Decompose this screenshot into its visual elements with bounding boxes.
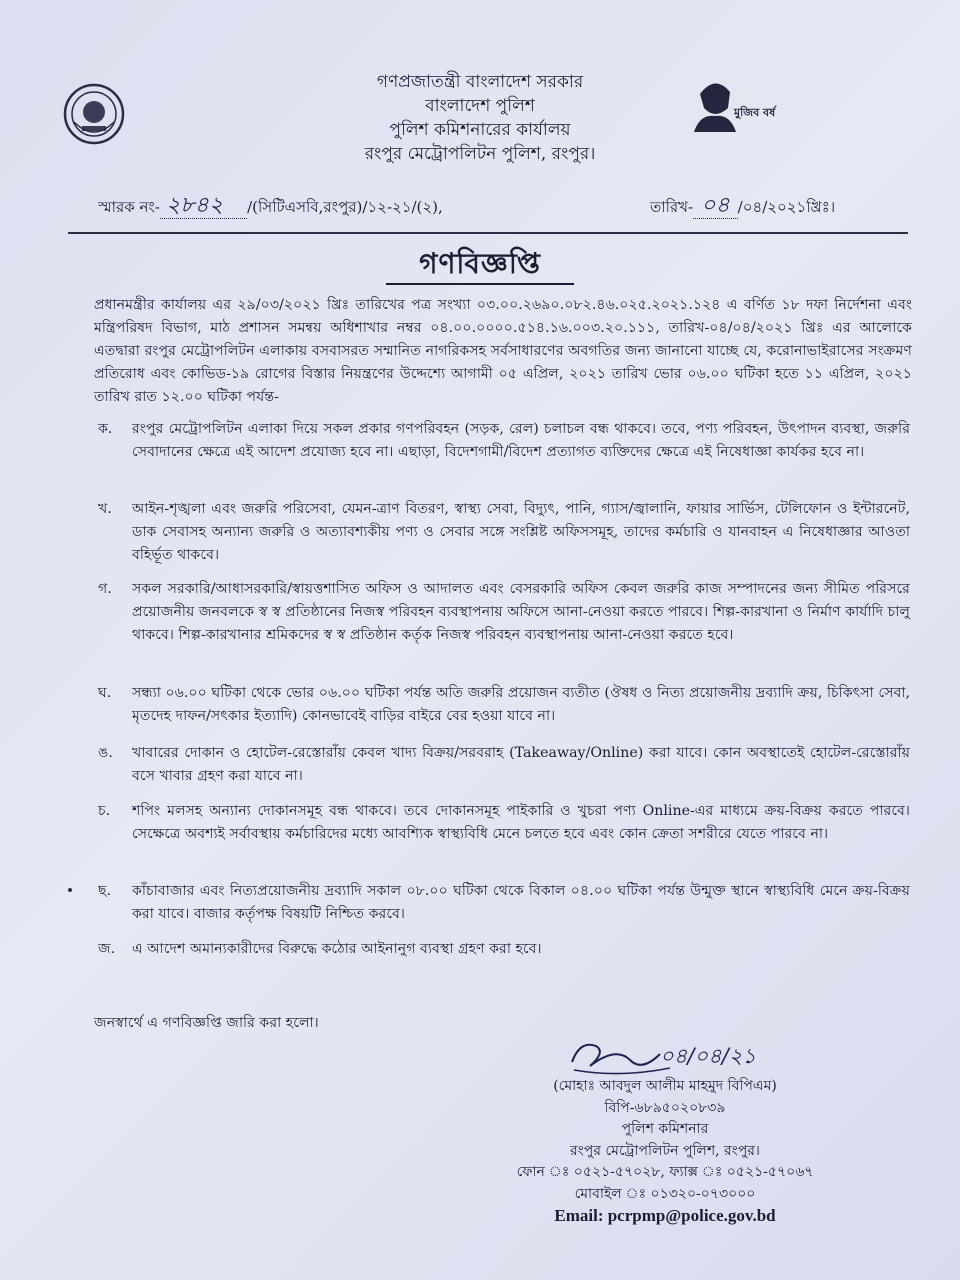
header-divider: [68, 232, 908, 234]
signatory-designation: পুলিশ কমিশনার: [621, 1121, 709, 1137]
item-label: জ.: [98, 941, 116, 957]
signatory-mobile: মোবাইল ঃ ০১৩২০-০৭৩০০০: [574, 1185, 756, 1202]
item-label: ঘ.: [98, 685, 112, 701]
header-office: পুলিশ কমিশনারের কার্যালয়: [389, 120, 571, 140]
item-label: ক.: [98, 421, 113, 437]
item-text: রংপুর মেট্রোপলিটন এলাকা দিয়ে সকল প্রকার গণপরিবহন (সড়ক, রেল) চলাচল বন্ধ থাকবে। তবে, পণ্য পরিবহন, উৎপাদন ব্যবস্থা, জরুরি সেবাদানের ক্ষেত্রে এই আদেশ প্রযোজ্য হবে না। এছাড়া, বিদেশগামী/বিদেশ প্রত্যাগত ব্যক্তিদের ক্ষেত্রে এই নিষেধাজ্ঞা কার্যকর হবে না।: [132, 421, 910, 460]
item-label: ছ.: [98, 883, 112, 899]
police-seal-icon: [62, 82, 126, 146]
date-label: তারিখ-: [650, 198, 694, 216]
date-suffix: /০৪/২০২১খ্রিঃ।: [737, 198, 836, 216]
closing-line: জনস্বার্থে এ গণবিজ্ঞপ্তি জারি করা হলো।: [94, 1015, 319, 1031]
item-label: চ.: [98, 803, 111, 819]
item-text: কাঁচাবাজার এবং নিত্যপ্রয়োজনীয় দ্রব্যাদি সকাল ০৮.০০ ঘটিকা থেকে বিকাল ০৪.০০ ঘটিকা পর্যন্ত উন্মুক্ত স্থানে স্বাস্থ্যবিধি মেনে ক্রয়-বিক্রয় করা যাবে। বাজার কর্তৃপক্ষ বিষয়টি নিশ্চিত করবে।: [132, 883, 910, 922]
item-text: সন্ধ্যা ০৬.০০ ঘটিকা থেকে ভোর ০৬.০০ ঘটিকা পর্যন্ত অতি জরুরি প্রয়োজন ব্যতীত (ঔষধ ও নিত্য প্রয়োজনীয় দ্রব্যাদি ক্রয়, চিকিৎসা সেবা, মৃতদেহ দাফন/সৎকার ইত্যাদি) কোনভাবেই বাড়ির বাইরে বের হওয়া যাবে না।: [132, 685, 910, 724]
signatory-email: Email: pcrpmp@police.gov.bd: [554, 1206, 776, 1225]
header-govt: গণপ্রজাতন্ত্রী বাংলাদেশ সরকার: [376, 72, 584, 92]
memo-label: স্মারক নং-: [98, 198, 160, 216]
item-text: শপিং মলসহ অন্যান্য দোকানসমূহ বন্ধ থাকবে। তবে দোকানসমূহ পাইকারি ও খুচরা পণ্য Online-এর মাধ্যমে ক্রয়-বিক্রয় করতে পারবে। সেক্ষেত্রে অবশ্যই সর্বাবস্থায় কর্মচারিদের মধ্যে আবশ্যিক স্বাস্থ্যবিধি মেনে চলতে হবে এবং কোন ক্রেতা সশরীরে যেতে পারবে না।: [132, 803, 910, 842]
margin-dot: [68, 888, 72, 892]
notice-title: গণবিজ্ঞপ্তি: [419, 247, 541, 280]
memo-date: [650, 188, 835, 225]
signatory-name: (মোহাঃ আবদুল আলীম মাহমুদ বিপিএম): [553, 1078, 777, 1094]
item-label: ঙ.: [98, 745, 113, 761]
signatory-office: রংপুর মেট্রোপলিটন পুলিশ, রংপুর।: [570, 1142, 760, 1159]
item-label: গ.: [98, 581, 112, 597]
item-text: সকল সরকারি/আধাসরকারি/স্বায়ত্তশাসিত অফিস ও আদালত এবং বেসরকারি অফিস কেবল জরুরি কাজ সম্পাদনের জন্য সীমিত পরিসরে প্রয়োজনীয় জনবলকে স্ব স্ব প্রতিষ্ঠানের নিজস্ব পরিবহন ব্যবস্থাপনায় অফিসে আনা-নেওয়া করতে পারবে। শিল্প-কারখানা ও নির্মাণ কার্যাদি চালু থাকবে। শিল্প-কারখানার শ্রমিকদের স্ব স্ব প্রতিষ্ঠান কর্তৃক নিজস্ব পরিবহন ব্যবস্থাপনায় আনা-নেওয়া করতে হবে।: [132, 581, 910, 643]
signature-block: [470, 1076, 860, 1227]
intro-paragraph: প্রধানমন্ত্রীর কার্যালয় এর ২৯/০৩/২০২১ খ্রিঃ তারিখের পত্র সংখ্যা ০৩.০০.২৬৯০.০৮২.৪৬.০২৫.২০২১.১২৪ এ বর্ণিত ১৮ দফা নির্দেশনা এবং মন্ত্রিপরিষদ বিভাগ, মাঠ প্রশাসন সমন্বয় অধিশাখার নম্বর ০৪.০০.০০০০.৫১৪.১৬.০০৩.২০.১১১, তারিখ-০৪/০৪/২০২১ খ্রিঃ এর আলোকে এতদ্বারা রংপুর মেট্রোপলিটন এলাকায় বসবাসরত সম্মানিত নাগরিকসহ সর্বসাধারণের অবগতির জন্য জানানো যাচ্ছে যে, করোনাভাইরাসের সংক্রমণ প্রতিরোধ এবং কোভিড-১৯ রোগের বিস্তার নিয়ন্ত্রণের উদ্দেশ্যে আগামী ০৫ এপ্রিল, ২০২১ তারিখ ভোর ০৬.০০ ঘটিকা হতে ১১ এপ্রিল, ২০২১ তারিখ রাত ১২.০০ ঘটিকা পর্যন্ত-: [94, 297, 912, 405]
mujib-borsho-logo: [690, 74, 780, 136]
item-text: খাবারের দোকান ও হোটেল-রেস্তোরাঁয় কেবল খাদ্য বিক্রয়/সরবরাহ (Takeaway/Online) করা যাবে। কোন অবস্থাতেই হোটেল-রেস্তোরাঁয় বসে খাবার গ্রহণ করা যাবে না।: [132, 745, 910, 784]
item-label: খ.: [98, 501, 112, 517]
memo-reference: [98, 188, 443, 225]
signatory-phone-fax: ফোন ঃ ০৫২১-৫৭০২৮, ফ্যাক্স ঃ ০৫২১-৫৭০৬৭: [516, 1164, 814, 1180]
signature-date: ০৪/০৪/২১: [660, 1044, 756, 1068]
memo-suffix: /(সিটিএসবি,রংপুর)/১২-২১/(২),: [247, 198, 443, 216]
date-day: ০৪: [693, 193, 738, 219]
mujib-logo-text: মুজিব বর্ষ: [734, 106, 776, 119]
signatory-bp: বিপি-৬৮৯৫০২০৮৩৯: [604, 1099, 726, 1116]
header-rmp: রংপুর মেট্রোপলিটন পুলিশ, রংপুর।: [364, 144, 596, 164]
item-text: এ আদেশ অমান্যকারীদের বিরুদ্ধে কঠোর আইনানুগ ব্যবস্থা গ্রহণ করা হবে।: [132, 941, 542, 957]
header-police: বাংলাদেশ পুলিশ: [425, 96, 535, 116]
title-underline: [386, 283, 574, 285]
item-text: আইন-শৃঙ্খলা এবং জরুরি পরিসেবা, যেমন-ত্রাণ বিতরণ, স্বাস্থ্য সেবা, বিদ্যুৎ, পানি, গ্যাস/জ্বালানি, ফায়ার সার্ভিস, টেলিফোন ও ইন্টারনেট, ডাক সেবাসহ অন্যান্য জরুরি ও অত্যাবশ্যকীয় পণ্য ও সেবার সঙ্গে সংশ্লিষ্ট অফিসসমূহ, তাদের কর্মচারি ও যানবাহন এ নিষেধাজ্ঞার আওতা বহির্ভূত থাকবে।: [132, 501, 911, 563]
portrait-icon: [690, 74, 740, 132]
memo-number: ২৮৪২: [160, 193, 247, 219]
